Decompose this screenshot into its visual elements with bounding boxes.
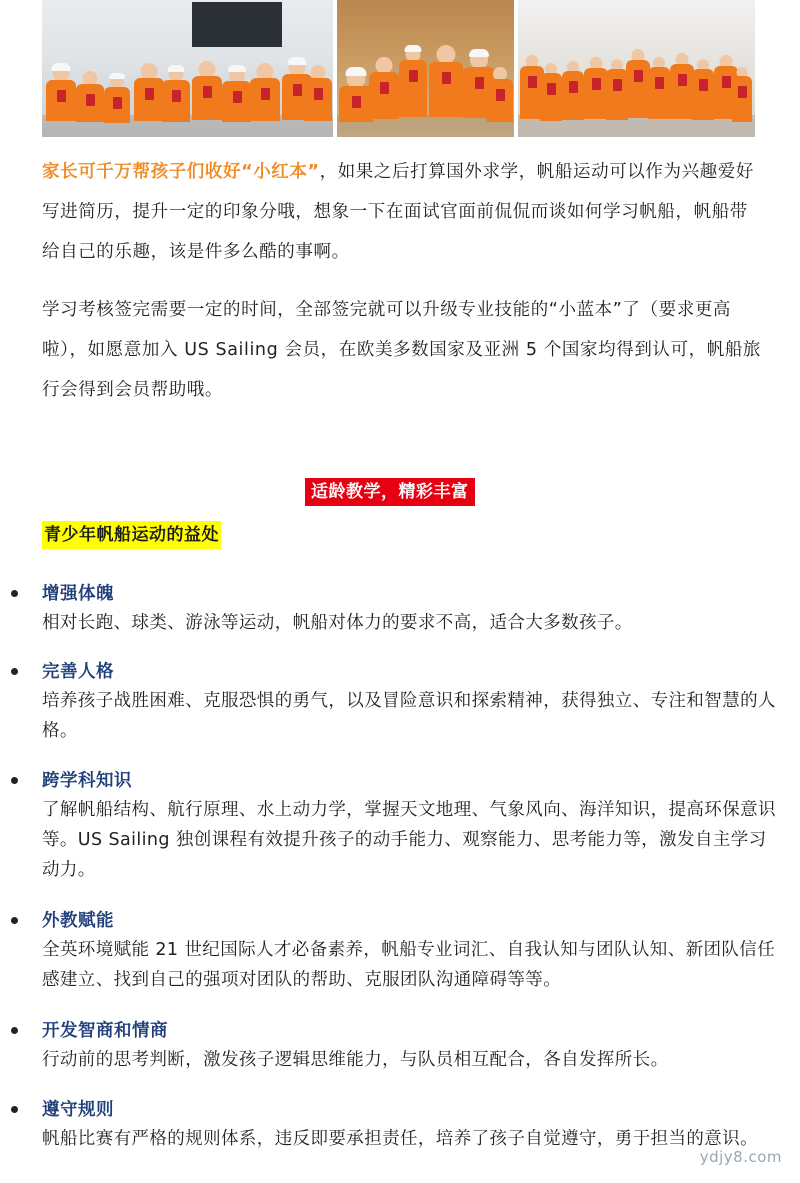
- benefit-description: 相对长跑、球类、游泳等运动，帆船对体力的要求不高，适合大多数孩子。: [42, 613, 633, 633]
- child-figure: [46, 65, 76, 137]
- child-figure: [584, 57, 608, 137]
- benefits-subheading: 青少年帆船运动的益处: [42, 521, 221, 549]
- intro-highlight: 家长可千万帮孩子们收好“小红本”: [42, 162, 320, 182]
- photo-girls-holding-books: [337, 0, 514, 137]
- child-figure: [192, 61, 222, 137]
- child-figure: [429, 45, 463, 137]
- child-figure: [162, 67, 190, 137]
- bullet-icon: [11, 668, 18, 675]
- benefit-title: 外教赋能: [42, 911, 114, 931]
- bullet-icon: [11, 590, 18, 597]
- child-figure: [670, 53, 694, 137]
- section-banner: 适龄教学，精彩丰富: [305, 478, 475, 506]
- intro-rest: ，如果之后打算国外求学，帆船运动可以作为兴趣爱好写进简历，提升一定的印象分哦，想象一下在面试官面前侃侃而谈如何学习帆船，帆船带给自己的乐趣，该是件多么酷的事啊。: [42, 162, 755, 262]
- benefit-description: 帆船比赛有严格的规则体系，违反即要承担责任，培养了孩子自觉遵守，勇于担当的意识。: [42, 1129, 758, 1149]
- classroom-screen: [192, 2, 282, 47]
- bullet-icon: [11, 917, 18, 924]
- benefit-title: 完善人格: [42, 662, 114, 682]
- benefit-description: 了解帆船结构、航行原理、水上动力学，掌握天文地理、气象风向、海洋知识，提高环保意识等。US Sailing 独创课程有效提升孩子的动手能力、观察能力、思考能力等，激发自主学习动力。: [42, 800, 776, 880]
- child-figure: [104, 75, 130, 137]
- child-figure: [540, 63, 562, 137]
- child-figure: [399, 47, 427, 137]
- photo-team-cheering: [518, 0, 755, 137]
- child-figure: [606, 59, 628, 137]
- bullet-icon: [11, 777, 18, 784]
- child-figure: [369, 57, 399, 137]
- benefit-description: 培养孩子战胜困难、克服恐惧的勇气，以及冒险意识和探索精神，获得独立、专注和智慧的人格。: [42, 691, 776, 741]
- site-watermark: ydjy8.com: [699, 1148, 782, 1166]
- membership-paragraph: 学习考核签完需要一定的时间，全部签完就可以升级专业技能的“小蓝本”了（要求更高啦），如愿意加入 US Sailing 会员，在欧美多数国家及亚洲 5 个国家均得到认可，帆船旅行会得到会员帮助哦。: [42, 300, 762, 400]
- bullet-icon: [11, 1027, 18, 1034]
- child-figure: [304, 65, 332, 137]
- child-figure: [222, 67, 251, 137]
- child-figure: [76, 71, 104, 137]
- photo-classroom-group: [42, 0, 333, 137]
- child-figure: [487, 67, 513, 137]
- child-figure: [692, 59, 714, 137]
- intro-paragraph: [42, 152, 762, 272]
- photo-strip: [42, 0, 755, 137]
- benefit-title: 遵守规则: [42, 1100, 114, 1120]
- child-figure: [134, 63, 164, 137]
- benefit-description: 全英环境赋能 21 世纪国际人才必备素养，帆船专业词汇、自我认知与团队认知、新团队信任感建立、找到自己的强项对团队的帮助、克服团队沟通障碍等等。: [42, 940, 776, 990]
- benefit-title: 开发智商和情商: [42, 1021, 168, 1041]
- bullet-icon: [11, 1106, 18, 1113]
- benefit-title: 增强体魄: [42, 584, 114, 604]
- child-figure: [626, 49, 650, 137]
- child-figure: [648, 57, 670, 137]
- benefit-description: 行动前的思考判断，激发孩子逻辑思维能力，与队员相互配合，各自发挥所长。: [42, 1050, 669, 1070]
- child-figure: [250, 63, 280, 137]
- benefit-title: 跨学科知识: [42, 771, 132, 791]
- child-figure: [562, 61, 584, 137]
- child-figure: [732, 67, 752, 137]
- child-figure: [339, 69, 373, 137]
